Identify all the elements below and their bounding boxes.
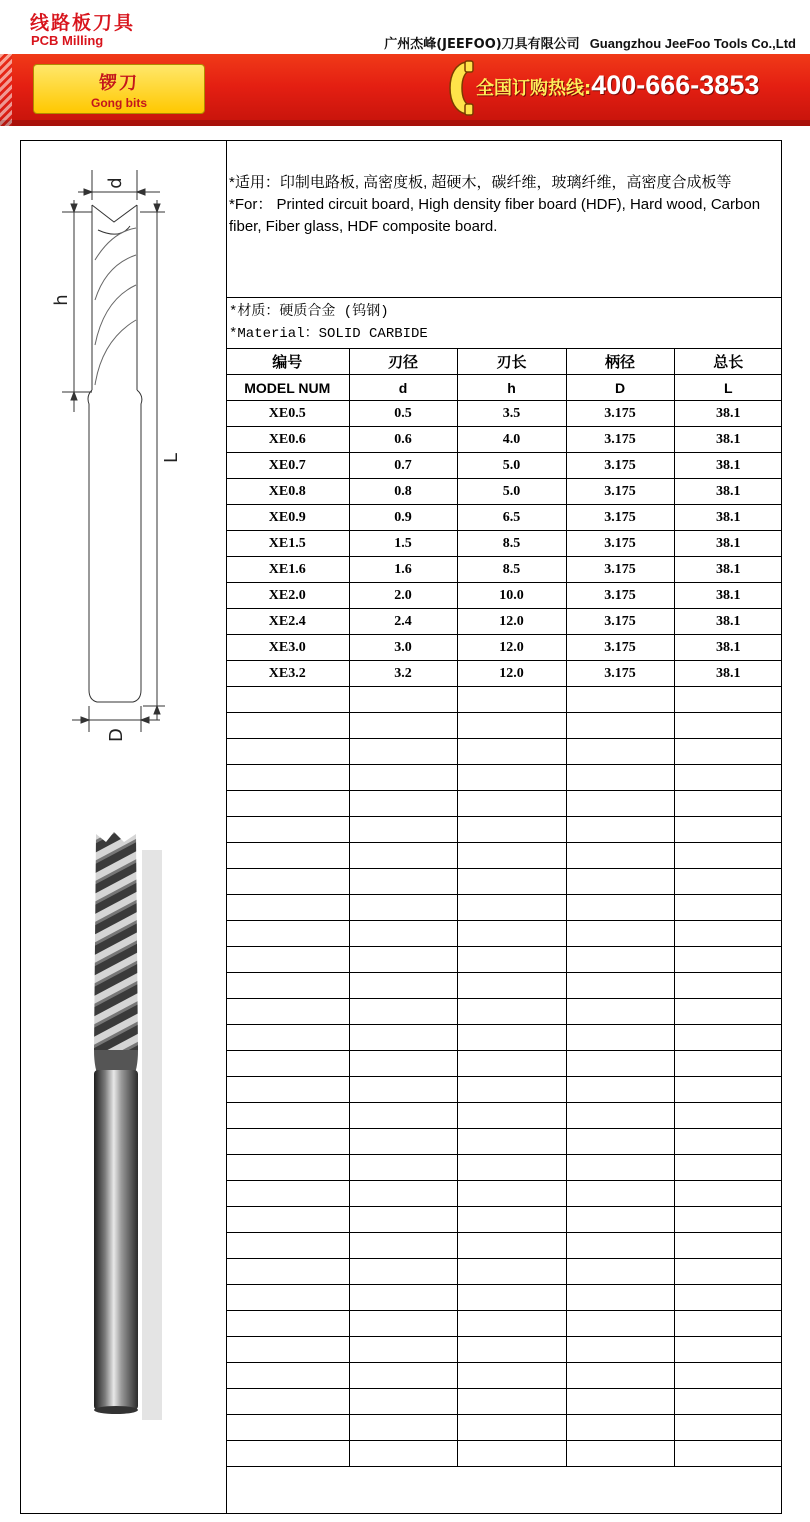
empty-table-row (226, 843, 782, 869)
table-cell (457, 1077, 566, 1103)
table-cell (674, 687, 782, 713)
table-cell (226, 1051, 349, 1077)
dim-label-d: d (105, 177, 126, 189)
table-cell: 38.1 (674, 557, 782, 583)
table-cell (457, 1207, 566, 1233)
table-cell (674, 1207, 782, 1233)
table-cell (457, 843, 566, 869)
table-cell (674, 1363, 782, 1389)
table-cell (457, 973, 566, 999)
table-cell (566, 999, 674, 1025)
empty-table-row (226, 947, 782, 973)
table-cell (457, 1337, 566, 1363)
table-cell (457, 1389, 566, 1415)
table-row (226, 479, 782, 505)
table-cell: 0.7 (349, 453, 457, 479)
table-cell (566, 1155, 674, 1181)
table-cell: 2.0 (349, 583, 457, 609)
table-cell (566, 921, 674, 947)
table-cell: 0.9 (349, 505, 457, 531)
empty-table-row (226, 1363, 782, 1389)
table-cell: 10.0 (457, 583, 566, 609)
table-row (226, 427, 782, 453)
table-cell (226, 1415, 349, 1441)
table-cell: 5.0 (457, 479, 566, 505)
table-cell (349, 1207, 457, 1233)
table-cell (349, 817, 457, 843)
header-cell: 刃长 (457, 349, 566, 375)
table-cell (226, 687, 349, 713)
table-cell (674, 739, 782, 765)
table-cell: 0.6 (349, 427, 457, 453)
table-cell (566, 1233, 674, 1259)
empty-table-row (226, 999, 782, 1025)
table-cell: 3.175 (566, 635, 674, 661)
table-cell (457, 817, 566, 843)
table-header-en (226, 375, 782, 401)
table-cell (226, 739, 349, 765)
table-cell (457, 1155, 566, 1181)
table-cell: 38.1 (674, 479, 782, 505)
table-cell: 3.175 (566, 557, 674, 583)
empty-table-row (226, 1051, 782, 1077)
table-cell: 3.2 (349, 661, 457, 687)
table-cell (349, 1363, 457, 1389)
table-cell: 1.6 (349, 557, 457, 583)
table-cell (226, 1181, 349, 1207)
table-cell (674, 765, 782, 791)
table-cell (566, 765, 674, 791)
table-cell (349, 973, 457, 999)
table-cell (349, 1337, 457, 1363)
empty-table-row (226, 895, 782, 921)
table-cell (349, 1259, 457, 1285)
table-cell (226, 921, 349, 947)
table-cell: 38.1 (674, 635, 782, 661)
table-cell (674, 1259, 782, 1285)
table-cell: 38.1 (674, 661, 782, 687)
table-cell: 3.175 (566, 505, 674, 531)
table-cell: XE3.2 (226, 661, 349, 687)
table-cell (674, 1415, 782, 1441)
table-cell (674, 1181, 782, 1207)
table-cell: XE3.0 (226, 635, 349, 661)
table-cell (674, 1337, 782, 1363)
table-cell (226, 843, 349, 869)
empty-table-row (226, 1129, 782, 1155)
table-cell (349, 1311, 457, 1337)
section-rule (226, 297, 782, 298)
table-cell (566, 1389, 674, 1415)
table-cell: 0.5 (349, 401, 457, 427)
table-cell (457, 1129, 566, 1155)
table-row (226, 505, 782, 531)
table-cell (457, 765, 566, 791)
table-cell: 12.0 (457, 661, 566, 687)
table-cell (566, 1363, 674, 1389)
table-cell: 3.175 (566, 453, 674, 479)
empty-table-row (226, 973, 782, 999)
table-cell (226, 999, 349, 1025)
table-cell: 38.1 (674, 583, 782, 609)
table-cell (226, 1389, 349, 1415)
table-cell (349, 765, 457, 791)
company-name-en: Guangzhou JeeFoo Tools Co.,Ltd (589, 36, 796, 51)
table-cell (566, 791, 674, 817)
table-cell (457, 713, 566, 739)
material-en: *Material：SOLID CARBIDE (229, 326, 428, 342)
table-cell (226, 817, 349, 843)
table-cell (226, 713, 349, 739)
table-cell (349, 1103, 457, 1129)
table-cell (566, 1129, 674, 1155)
header-cell: 柄径 (566, 349, 674, 375)
table-cell (457, 1285, 566, 1311)
table-cell: 38.1 (674, 609, 782, 635)
table-cell: 3.5 (457, 401, 566, 427)
company-name (384, 33, 796, 52)
table-cell (349, 843, 457, 869)
table-cell (566, 1077, 674, 1103)
tool-photo (80, 820, 190, 1430)
empty-table-row (226, 1025, 782, 1051)
table-cell (566, 1285, 674, 1311)
table-cell (674, 1051, 782, 1077)
empty-table-row (226, 791, 782, 817)
table-cell (349, 1415, 457, 1441)
table-cell (674, 1077, 782, 1103)
table-cell: 38.1 (674, 505, 782, 531)
table-cell (226, 791, 349, 817)
header-cell: h (457, 375, 566, 401)
table-cell: 3.175 (566, 479, 674, 505)
table-cell: 3.175 (566, 661, 674, 687)
table-cell (457, 1025, 566, 1051)
table-cell (674, 1233, 782, 1259)
table-row (226, 635, 782, 661)
table-cell (226, 973, 349, 999)
table-cell (349, 869, 457, 895)
table-cell (349, 791, 457, 817)
table-cell (674, 999, 782, 1025)
application-en: *For： Printed circuit board, High density fiber board (HDF), Hard wood, Carbon fiber, Fiber glass, HDF composite board. (229, 196, 761, 235)
table-cell (457, 1441, 566, 1467)
table-cell (226, 1207, 349, 1233)
table-cell (226, 1363, 349, 1389)
empty-table-row (226, 1441, 782, 1467)
empty-table-row (226, 1285, 782, 1311)
table-cell (566, 1415, 674, 1441)
table-cell: 6.5 (457, 505, 566, 531)
table-header-cn (226, 349, 782, 375)
empty-table-row (226, 1233, 782, 1259)
table-cell (349, 1077, 457, 1103)
table-cell (674, 1155, 782, 1181)
empty-table-row (226, 1077, 782, 1103)
empty-table-row (226, 869, 782, 895)
table-cell: XE2.4 (226, 609, 349, 635)
tool-dimension-diagram (40, 160, 220, 760)
empty-table-row (226, 1181, 782, 1207)
table-cell: 1.5 (349, 531, 457, 557)
table-cell (566, 869, 674, 895)
table-cell (457, 1051, 566, 1077)
empty-table-row (226, 739, 782, 765)
table-cell (226, 1311, 349, 1337)
table-cell (674, 869, 782, 895)
table-cell (566, 1259, 674, 1285)
table-cell: 38.1 (674, 401, 782, 427)
header-cell: MODEL NUM (226, 375, 349, 401)
table-cell (457, 791, 566, 817)
table-cell (566, 713, 674, 739)
table-cell (226, 869, 349, 895)
table-cell (226, 947, 349, 973)
table-cell (349, 1181, 457, 1207)
table-cell: 38.1 (674, 427, 782, 453)
table-cell (457, 1259, 566, 1285)
header-cell: D (566, 375, 674, 401)
table-cell (457, 1415, 566, 1441)
table-cell: 38.1 (674, 453, 782, 479)
table-cell: XE1.5 (226, 531, 349, 557)
table-cell: 3.175 (566, 609, 674, 635)
header-cell: L (674, 375, 782, 401)
table-cell: 38.1 (674, 531, 782, 557)
table-cell (457, 1103, 566, 1129)
table-cell (226, 1233, 349, 1259)
table-cell: 5.0 (457, 453, 566, 479)
table-cell (566, 843, 674, 869)
table-cell (566, 687, 674, 713)
product-category-en: Gong bits (91, 96, 147, 110)
table-cell (226, 1337, 349, 1363)
header-cell: d (349, 375, 457, 401)
table-cell: 8.5 (457, 531, 566, 557)
table-cell (349, 1285, 457, 1311)
table-cell: 3.175 (566, 583, 674, 609)
table-row (226, 557, 782, 583)
product-category-cn: 锣刀 (99, 73, 139, 94)
table-cell (349, 1129, 457, 1155)
table-cell (349, 1233, 457, 1259)
empty-table-row (226, 817, 782, 843)
table-cell (674, 791, 782, 817)
table-cell (349, 947, 457, 973)
table-cell (457, 1363, 566, 1389)
header-cell: 刃径 (349, 349, 457, 375)
application-description (229, 172, 779, 238)
table-row (226, 583, 782, 609)
material-info (229, 301, 779, 345)
table-cell (566, 1311, 674, 1337)
table-cell (674, 1025, 782, 1051)
table-cell (566, 1337, 674, 1363)
table-cell: XE0.8 (226, 479, 349, 505)
table-cell (566, 947, 674, 973)
spec-table (226, 348, 782, 1467)
table-cell (674, 817, 782, 843)
table-cell (226, 765, 349, 791)
table-cell (349, 1155, 457, 1181)
table-cell (566, 1103, 674, 1129)
table-cell (226, 895, 349, 921)
table-row (226, 401, 782, 427)
table-cell: XE0.9 (226, 505, 349, 531)
table-cell (349, 1051, 457, 1077)
table-cell (566, 1025, 674, 1051)
header-cell: 总长 (674, 349, 782, 375)
table-cell (674, 1389, 782, 1415)
dim-label-D: D (106, 728, 127, 742)
empty-table-row (226, 1155, 782, 1181)
table-cell: 0.8 (349, 479, 457, 505)
product-category-button[interactable] (33, 64, 205, 114)
empty-table-row (226, 1259, 782, 1285)
company-name-cn: 广州杰峰(JEEFOO)刀具有限公司 (384, 37, 580, 52)
table-cell (457, 687, 566, 713)
table-cell (457, 869, 566, 895)
table-cell (674, 973, 782, 999)
table-row (226, 531, 782, 557)
table-cell: XE2.0 (226, 583, 349, 609)
table-cell: 3.175 (566, 531, 674, 557)
table-cell (457, 921, 566, 947)
table-cell (226, 1025, 349, 1051)
table-cell (349, 999, 457, 1025)
empty-table-row (226, 1103, 782, 1129)
table-cell (674, 1311, 782, 1337)
empty-table-row (226, 687, 782, 713)
empty-table-row (226, 1337, 782, 1363)
table-row (226, 453, 782, 479)
table-cell (566, 1207, 674, 1233)
table-cell (349, 739, 457, 765)
table-cell (566, 1181, 674, 1207)
table-cell (349, 1025, 457, 1051)
table-cell (566, 895, 674, 921)
hotline-label: 全国订购热线: (476, 78, 592, 99)
table-cell (674, 1129, 782, 1155)
table-cell (226, 1441, 349, 1467)
table-cell (457, 999, 566, 1025)
category-title-en: PCB Milling (31, 33, 104, 48)
table-cell: 3.175 (566, 427, 674, 453)
table-cell (457, 1181, 566, 1207)
header-cell: 编号 (226, 349, 349, 375)
table-cell: XE1.6 (226, 557, 349, 583)
table-cell: 2.4 (349, 609, 457, 635)
table-cell: 3.175 (566, 401, 674, 427)
table-cell (349, 1389, 457, 1415)
table-cell (349, 687, 457, 713)
table-cell (566, 1441, 674, 1467)
table-cell: 3.0 (349, 635, 457, 661)
table-cell: 12.0 (457, 635, 566, 661)
table-cell (566, 739, 674, 765)
table-cell: XE0.7 (226, 453, 349, 479)
table-cell (226, 1129, 349, 1155)
table-cell (349, 895, 457, 921)
table-cell (349, 713, 457, 739)
empty-table-row (226, 1207, 782, 1233)
dim-label-h: h (51, 294, 72, 306)
table-cell (457, 739, 566, 765)
table-cell (674, 1441, 782, 1467)
table-cell (349, 1441, 457, 1467)
table-cell (226, 1155, 349, 1181)
application-cn: *适用：印制电路板, 高密度板, 超硬木，碳纤维，玻璃纤维，高密度合成板等 (229, 174, 732, 191)
table-cell (566, 1051, 674, 1077)
empty-table-row (226, 1415, 782, 1441)
table-cell: XE0.6 (226, 427, 349, 453)
dim-label-L: L (161, 452, 182, 464)
table-cell (226, 1259, 349, 1285)
table-cell (226, 1285, 349, 1311)
table-cell (674, 947, 782, 973)
table-cell (674, 1285, 782, 1311)
table-row (226, 661, 782, 687)
material-cn: *材质：硬质合金 (钨钢) (229, 304, 389, 320)
banner-shade (0, 120, 810, 126)
table-cell (566, 817, 674, 843)
table-cell (674, 921, 782, 947)
category-title-cn: 线路板刀具 (30, 12, 136, 34)
table-cell: XE0.5 (226, 401, 349, 427)
hotline-number[interactable]: 400-666-3853 (591, 70, 760, 100)
table-cell (457, 947, 566, 973)
table-cell: 12.0 (457, 609, 566, 635)
hotline (476, 70, 759, 101)
table-cell (457, 1311, 566, 1337)
empty-table-row (226, 713, 782, 739)
table-cell (226, 1103, 349, 1129)
table-row (226, 609, 782, 635)
empty-table-row (226, 765, 782, 791)
empty-table-row (226, 1311, 782, 1337)
table-cell (674, 895, 782, 921)
table-cell (457, 895, 566, 921)
table-cell (674, 713, 782, 739)
table-cell (349, 921, 457, 947)
table-cell (226, 1077, 349, 1103)
table-cell (674, 1103, 782, 1129)
phone-icon (448, 60, 474, 116)
table-cell (457, 1233, 566, 1259)
table-cell (674, 843, 782, 869)
table-cell: 4.0 (457, 427, 566, 453)
table-cell (566, 973, 674, 999)
empty-table-row (226, 1389, 782, 1415)
empty-table-row (226, 921, 782, 947)
table-cell: 8.5 (457, 557, 566, 583)
banner-stripe (0, 54, 12, 126)
